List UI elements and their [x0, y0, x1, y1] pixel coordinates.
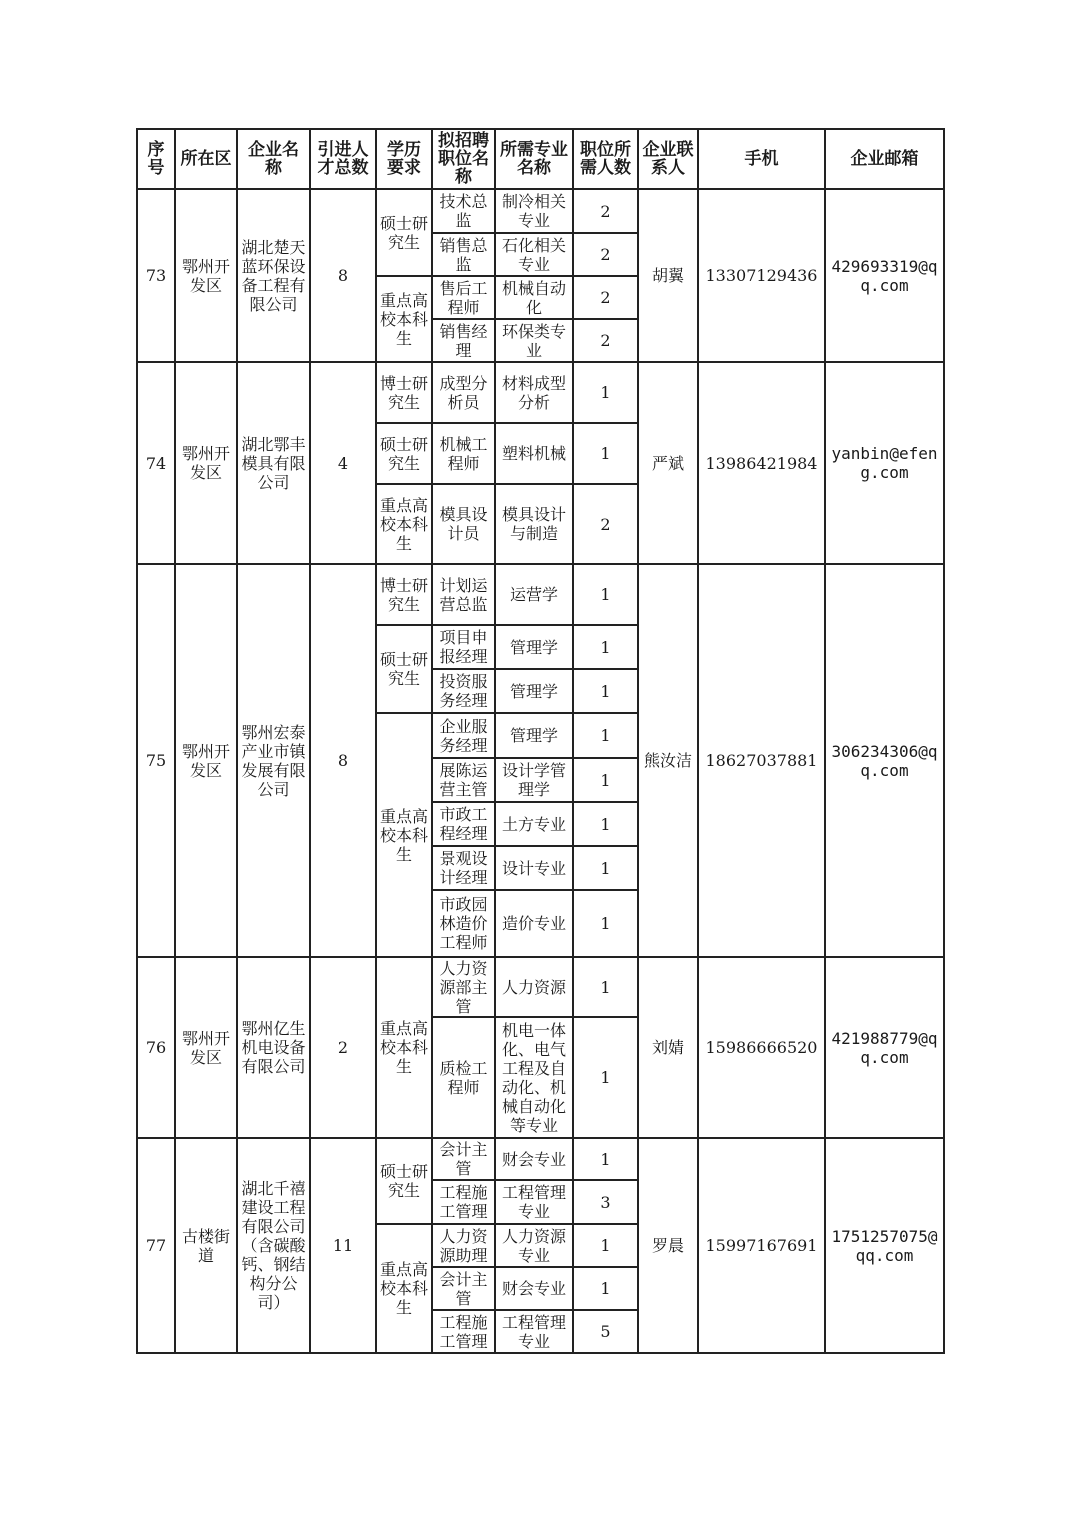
- count-cell: 1: [573, 713, 638, 758]
- count-cell: 2: [573, 276, 638, 319]
- education-cell: 硕士研究生: [376, 625, 432, 713]
- position-cell: 人力资源部主管: [432, 957, 495, 1017]
- major-cell: 制冷相关专业: [495, 189, 573, 233]
- contact-cell: 胡翼: [638, 189, 698, 362]
- count-cell: 1: [573, 1138, 638, 1180]
- position-cell: 项目申报经理: [432, 625, 495, 669]
- header-total: 引进人才总数: [310, 129, 376, 189]
- count-cell: 2: [573, 484, 638, 564]
- major-cell: 机电一体化、电气工程及自动化、机械自动化等专业: [495, 1017, 573, 1138]
- email-cell: 1751257075@qq.com: [825, 1138, 944, 1353]
- position-cell: 售后工程师: [432, 276, 495, 319]
- contact-cell: 熊汝洁: [638, 564, 698, 957]
- position-cell: 销售总监: [432, 233, 495, 276]
- education-cell: 重点高校本科生: [376, 1224, 432, 1353]
- total-cell: 8: [310, 564, 376, 957]
- position-cell: 模具设计员: [432, 484, 495, 564]
- position-cell: 企业服务经理: [432, 713, 495, 758]
- count-cell: 1: [573, 564, 638, 625]
- table-row: [137, 957, 944, 1017]
- recruitment-table: [136, 128, 945, 1354]
- count-cell: 1: [573, 423, 638, 484]
- contact-cell: 刘婧: [638, 957, 698, 1138]
- major-cell: 人力资源专业: [495, 1224, 573, 1267]
- major-cell: 管理学: [495, 713, 573, 758]
- header-position: 拟招聘职位名称: [432, 129, 495, 189]
- company-name-cell: 湖北鄂丰模具有限公司: [237, 362, 310, 564]
- phone-cell: 15986666520: [698, 957, 825, 1138]
- education-cell: 重点高校本科生: [376, 276, 432, 362]
- seq-cell: 73: [137, 189, 175, 362]
- contact-cell: 罗晨: [638, 1138, 698, 1353]
- count-cell: 2: [573, 233, 638, 276]
- major-cell: 石化相关专业: [495, 233, 573, 276]
- position-cell: 工程施工管理: [432, 1310, 495, 1353]
- major-cell: 机械自动化: [495, 276, 573, 319]
- phone-cell: 13986421984: [698, 362, 825, 564]
- count-cell: 1: [573, 846, 638, 890]
- major-cell: 人力资源: [495, 957, 573, 1017]
- education-cell: 硕士研究生: [376, 423, 432, 484]
- contact-cell: 严斌: [638, 362, 698, 564]
- phone-cell: 15997167691: [698, 1138, 825, 1353]
- position-cell: 市政工程经理: [432, 802, 495, 846]
- total-cell: 2: [310, 957, 376, 1138]
- major-cell: 管理学: [495, 669, 573, 713]
- position-cell: 市政园林造价工程师: [432, 890, 495, 957]
- education-cell: 重点高校本科生: [376, 957, 432, 1138]
- company-name-cell: 鄂州宏泰产业市镇发展有限公司: [237, 564, 310, 957]
- count-cell: 3: [573, 1180, 638, 1224]
- position-cell: 会计主管: [432, 1138, 495, 1180]
- position-cell: 成型分析员: [432, 362, 495, 423]
- position-cell: 工程施工管理: [432, 1180, 495, 1224]
- header-district: 所在区: [175, 129, 237, 189]
- position-cell: 技术总监: [432, 189, 495, 233]
- position-cell: 会计主管: [432, 1267, 495, 1310]
- district-cell: 鄂州开发区: [175, 957, 237, 1138]
- header-major: 所需专业名称: [495, 129, 573, 189]
- company-name-cell: 湖北千禧建设工程有限公司（含碳酸钙、钢结构分公司）: [237, 1138, 310, 1353]
- major-cell: 运营学: [495, 564, 573, 625]
- count-cell: 2: [573, 189, 638, 233]
- major-cell: 财会专业: [495, 1138, 573, 1180]
- position-cell: 机械工程师: [432, 423, 495, 484]
- company-name-cell: 鄂州亿生机电设备有限公司: [237, 957, 310, 1138]
- position-cell: 计划运营总监: [432, 564, 495, 625]
- major-cell: 财会专业: [495, 1267, 573, 1310]
- table-row: [137, 1138, 944, 1180]
- header-company: 企业名称: [237, 129, 310, 189]
- count-cell: 5: [573, 1310, 638, 1353]
- position-cell: 景观设计经理: [432, 846, 495, 890]
- total-cell: 8: [310, 189, 376, 362]
- seq-cell: 77: [137, 1138, 175, 1353]
- count-cell: 1: [573, 802, 638, 846]
- count-cell: 1: [573, 669, 638, 713]
- education-cell: 博士研究生: [376, 362, 432, 423]
- position-cell: 质检工程师: [432, 1017, 495, 1138]
- header-contact: 企业联系人: [638, 129, 698, 189]
- district-cell: 鄂州开发区: [175, 189, 237, 362]
- email-cell: 429693319@qq.com: [825, 189, 944, 362]
- major-cell: 环保类专业: [495, 319, 573, 362]
- total-cell: 4: [310, 362, 376, 564]
- header-phone: 手机: [698, 129, 825, 189]
- major-cell: 管理学: [495, 625, 573, 669]
- major-cell: 模具设计与制造: [495, 484, 573, 564]
- count-cell: 1: [573, 890, 638, 957]
- major-cell: 设计专业: [495, 846, 573, 890]
- seq-cell: 74: [137, 362, 175, 564]
- education-cell: 硕士研究生: [376, 189, 432, 276]
- major-cell: 设计学管理学: [495, 758, 573, 802]
- position-cell: 投资服务经理: [432, 669, 495, 713]
- education-cell: 博士研究生: [376, 564, 432, 625]
- major-cell: 材料成型分析: [495, 362, 573, 423]
- email-cell: 306234306@qq.com: [825, 564, 944, 957]
- major-cell: 土方专业: [495, 802, 573, 846]
- header-row: [137, 129, 944, 189]
- position-cell: 人力资源助理: [432, 1224, 495, 1267]
- major-cell: 工程管理专业: [495, 1180, 573, 1224]
- district-cell: 古楼街道: [175, 1138, 237, 1353]
- seq-cell: 76: [137, 957, 175, 1138]
- major-cell: 造价专业: [495, 890, 573, 957]
- seq-cell: 75: [137, 564, 175, 957]
- education-cell: 硕士研究生: [376, 1138, 432, 1224]
- phone-cell: 18627037881: [698, 564, 825, 957]
- position-cell: 销售经理: [432, 319, 495, 362]
- position-cell: 展陈运营主管: [432, 758, 495, 802]
- count-cell: 1: [573, 1224, 638, 1267]
- table-row: [137, 189, 944, 233]
- header-count: 职位所需人数: [573, 129, 638, 189]
- table-row: [137, 564, 944, 625]
- phone-cell: 13307129436: [698, 189, 825, 362]
- count-cell: 1: [573, 625, 638, 669]
- major-cell: 工程管理专业: [495, 1310, 573, 1353]
- count-cell: 1: [573, 957, 638, 1017]
- education-cell: 重点高校本科生: [376, 484, 432, 564]
- table-row: [137, 362, 944, 423]
- header-email: 企业邮箱: [825, 129, 944, 189]
- district-cell: 鄂州开发区: [175, 362, 237, 564]
- education-cell: 重点高校本科生: [376, 713, 432, 957]
- count-cell: 1: [573, 1267, 638, 1310]
- major-cell: 塑料机械: [495, 423, 573, 484]
- district-cell: 鄂州开发区: [175, 564, 237, 957]
- count-cell: 1: [573, 758, 638, 802]
- header-education: 学历要求: [376, 129, 432, 189]
- total-cell: 11: [310, 1138, 376, 1353]
- count-cell: 2: [573, 319, 638, 362]
- email-cell: 421988779@qq.com: [825, 957, 944, 1138]
- company-name-cell: 湖北楚天蓝环保设备工程有限公司: [237, 189, 310, 362]
- count-cell: 1: [573, 362, 638, 423]
- count-cell: 1: [573, 1017, 638, 1138]
- header-seq: 序号: [137, 129, 175, 189]
- email-cell: yanbin@efeng.com: [825, 362, 944, 564]
